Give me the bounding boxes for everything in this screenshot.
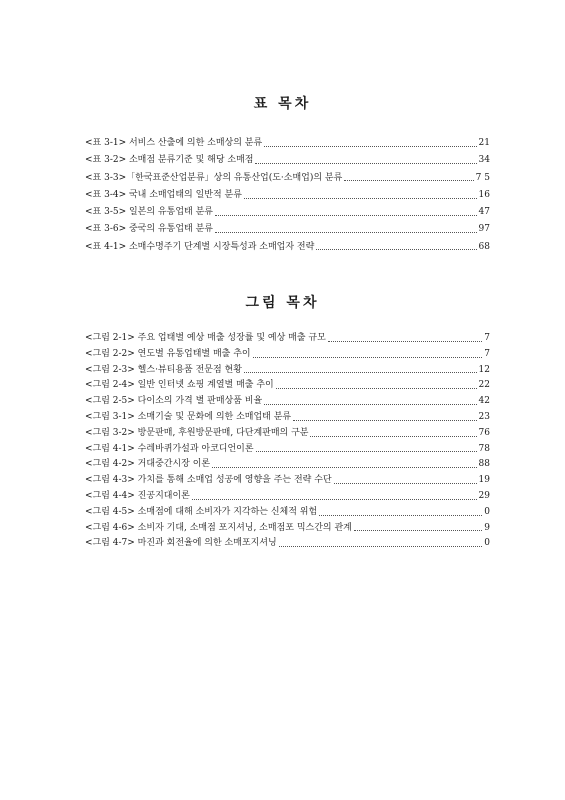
toc-entry-page-number: 21: [478, 138, 490, 148]
table-toc-entry[interactable]: [85, 221, 490, 238]
figure-toc-entry[interactable]: [85, 347, 490, 363]
toc-entry-page-number: 0: [484, 506, 490, 517]
toc-entry-page-number: 0: [484, 538, 490, 549]
dot-leader: [256, 450, 477, 452]
dot-leader: [316, 248, 476, 250]
figure-toc-entry[interactable]: [85, 489, 490, 505]
figure-toc-entry[interactable]: [85, 536, 490, 552]
tables-toc-list: [85, 135, 490, 256]
toc-entry-label: <그림 4-5> 소매점에 대해 소비자가 지각하는 신체적 위험: [85, 506, 318, 517]
dot-leader: [276, 387, 477, 389]
toc-entry-page-number: 47: [478, 207, 490, 218]
toc-entry-label: <표 3-1> 서비스 산출에 의한 소매상의 분류: [85, 138, 263, 148]
toc-entry-label: <표 3-4> 국내 소매업태의 일반적 분류: [85, 189, 242, 200]
toc-entry-page-number: 7 5: [475, 172, 490, 183]
toc-entry-label: <표 3-6> 중국의 유통업태 분류: [85, 224, 213, 235]
table-toc-entry[interactable]: [85, 187, 490, 204]
toc-entry-page-number: 29: [478, 490, 490, 501]
toc-entry-page-number: 7: [484, 333, 490, 343]
toc-entry-label: <그림 4-3> 가치를 통해 소매업 성공에 영향을 주는 전략 수단: [85, 475, 332, 486]
figures-toc-title: 그림 목차: [245, 295, 320, 311]
figure-toc-entry[interactable]: [85, 442, 490, 458]
dot-leader: [215, 214, 477, 216]
figure-toc-entry[interactable]: [85, 363, 490, 379]
dot-leader: [192, 498, 477, 500]
dot-leader: [328, 340, 483, 342]
dot-leader: [244, 371, 477, 373]
figure-toc-entry[interactable]: [85, 473, 490, 489]
figures-toc-list: [85, 331, 490, 552]
figure-toc-entry[interactable]: [85, 378, 490, 394]
dot-leader: [279, 545, 483, 547]
toc-entry-label: <표 3-2> 소매점 분류기준 및 해당 소매점: [85, 155, 254, 166]
toc-entry-page-number: 78: [478, 443, 490, 454]
figure-toc-entry[interactable]: [85, 394, 490, 410]
dot-leader: [293, 419, 476, 421]
toc-entry-label: <그림 2-3> 헬스·뷰티용품 전문점 현황: [85, 364, 242, 375]
figure-toc-entry[interactable]: [85, 426, 490, 442]
table-toc-entry[interactable]: [85, 170, 490, 187]
toc-entry-page-number: 16: [478, 189, 490, 200]
dot-leader: [354, 529, 482, 531]
figure-toc-entry[interactable]: [85, 410, 490, 426]
toc-entry-label: <표 3-3>「한국표준산업분류」상의 유통산업(도·소매업)의 분류: [85, 172, 343, 183]
dot-leader: [344, 179, 473, 181]
toc-entry-page-number: 12: [478, 364, 490, 375]
toc-entry-label: <그림 4-2> 거대중간시장 이론: [85, 459, 211, 470]
dot-leader: [255, 162, 476, 164]
figure-toc-entry[interactable]: [85, 457, 490, 473]
table-toc-entry[interactable]: [85, 239, 490, 256]
toc-entry-label: <그림 2-1> 주요 업태별 예상 매출 성장률 및 예상 매출 규모: [85, 333, 326, 343]
toc-entry-page-number: 23: [478, 411, 490, 422]
toc-entry-page-number: 34: [478, 155, 490, 166]
dot-leader: [310, 435, 476, 437]
toc-entry-page-number: 7: [484, 348, 490, 359]
toc-entry-page-number: 19: [478, 475, 490, 486]
toc-entry-label: <표 4-1> 소매수명주기 단계별 시장특성과 소매업자 전략: [85, 241, 315, 252]
toc-entry-label: <표 3-5> 일본의 유통업태 분류: [85, 207, 213, 218]
toc-entry-label: <그림 3-2> 방문판매, 후원방문판매, 다단계판매의 구분: [85, 427, 309, 438]
toc-entry-page-number: 88: [478, 459, 490, 470]
table-toc-entry[interactable]: [85, 135, 490, 152]
dot-leader: [244, 197, 477, 199]
dot-leader: [264, 403, 476, 405]
toc-entry-label: <그림 2-5> 다이소의 가격 별 판매상품 비율: [85, 396, 263, 407]
dot-leader: [334, 482, 477, 484]
table-toc-entry[interactable]: [85, 152, 490, 169]
dot-leader: [319, 514, 482, 516]
figure-toc-entry[interactable]: [85, 331, 490, 347]
toc-entry-label: <그림 4-4> 진공지대이론: [85, 490, 190, 501]
toc-entry-page-number: 9: [484, 522, 490, 533]
dot-leader: [253, 356, 483, 358]
toc-entry-label: <그림 4-7> 마진과 회전율에 의한 소매포지셔닝: [85, 538, 277, 549]
toc-entry-label: <그림 2-4> 일반 인터넷 쇼핑 계열별 매출 추이: [85, 380, 274, 391]
toc-entry-page-number: 68: [478, 241, 490, 252]
dot-leader: [212, 466, 476, 468]
dot-leader: [264, 145, 476, 147]
toc-entry-page-number: 42: [478, 396, 490, 407]
toc-entry-label: <그림 3-1> 소매기술 및 문화에 의한 소매업태 분류: [85, 411, 292, 422]
toc-entry-label: <그림 2-2> 연도별 유통업태별 매출 추이: [85, 348, 251, 359]
toc-entry-label: <그림 4-6> 소비자 기대, 소매점 포지셔닝, 소매점포 믹스간의 관계: [85, 522, 352, 533]
tables-toc-title: 표 목차: [253, 96, 312, 112]
figure-toc-entry[interactable]: [85, 505, 490, 521]
toc-entry-label: <그림 4-1> 수레바퀴가설과 아코디언이론: [85, 443, 254, 454]
table-toc-entry[interactable]: [85, 204, 490, 221]
figure-toc-entry[interactable]: [85, 521, 490, 537]
dot-leader: [215, 231, 477, 233]
toc-entry-page-number: 22: [478, 380, 490, 391]
toc-entry-page-number: 97: [478, 224, 490, 235]
toc-entry-page-number: 76: [478, 427, 490, 438]
